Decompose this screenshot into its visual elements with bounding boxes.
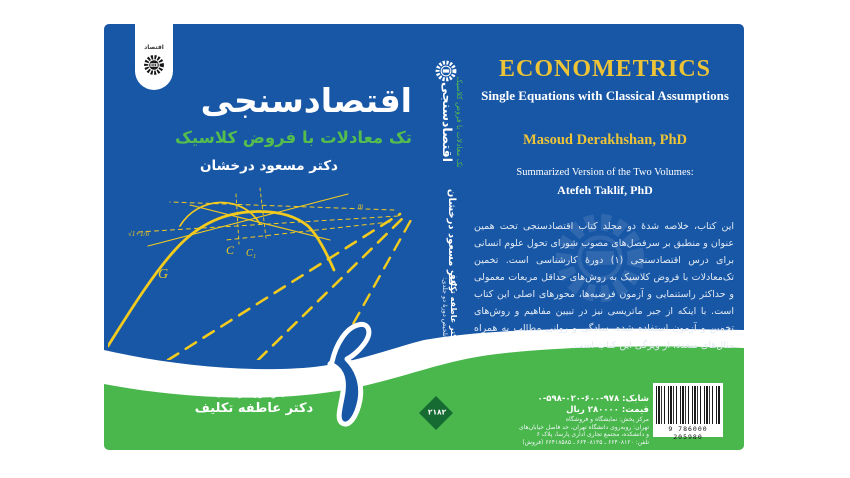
spine-edition-author: دکتر عاطفه تکلیف — [449, 270, 458, 343]
spine-edition-note: تلخیص دورهٔ دو جلدی: — [441, 277, 449, 337]
spine — [427, 24, 468, 450]
back-author: Masoud Derakhshan, PhD — [523, 132, 687, 148]
back-description: این کتاب، خلاصه شدهٔ دو مجلد کتاب اقتصادسنجی تحت همین عنوان و منطبق بر سرفصل‌های مصوب شورای تحول علوم انسانی برای درس اقتصادسنجی (۱) دورهٔ کارشناسی است. تخمین تک‌معادلات با فروض کلاسیک به روش‌های حداقل مربعات معمولی و حداکثر راستنمایی و آزمون فرضیه‌ها، محورهای اصلی این کتاب است. با اینکه از جبر ماتریسی نیز در تبیین مفاهیم و روش‌های تخمین و آزمون استفاده شده، سادگی و روانی مطالب به همراه مثال‌های متعدد، از ویژگی این کتاب است. — [474, 221, 734, 351]
front-subtitle: تک معادلات با فروض کلاسیک — [174, 128, 412, 147]
distribution-line: تلفن: ۶۶۴۰۸۱۲۰ ـ ۶۶۴۰۸۱۳۵ ـ ۶۶۴۱۸۵۸۵ (فروش) — [522, 438, 649, 446]
svg-text:√1+1/n: √1+1/n — [128, 230, 150, 238]
samt-logo-icon — [142, 52, 166, 78]
barcode — [653, 383, 723, 441]
back-summary-author: Atefeh Taklif, PhD — [557, 183, 653, 197]
back-title: ECONOMETRICS — [498, 56, 712, 82]
edition-note: تلخیص دورهٔ دو جلدی: — [212, 389, 296, 399]
back-cover — [466, 24, 744, 450]
book-cover — [104, 24, 744, 450]
book-code: ۲۱۸۲ — [427, 407, 447, 417]
front-title: اقتصادسنجی — [200, 81, 412, 120]
spine-title-block — [438, 67, 464, 177]
distribution-line: تهران: روبه‌روی دانشگاه تهران، حد فاصل خیابان‌های — [519, 423, 649, 431]
spine-title: اقتصادسنجی — [440, 81, 455, 163]
barcode-number: 9 786000 205980 — [668, 425, 708, 441]
svg-text:C: C — [226, 243, 235, 257]
back-summary-note: Summarized Version of the Two Volumes: — [516, 167, 694, 178]
isbn-line: شابک: ۹۷۸-۶۰۰-۰۲۰-۵۹۸-۰ — [537, 394, 649, 404]
spine-edition-block — [440, 271, 458, 343]
category-tab-label: اقتصاد — [144, 44, 164, 51]
svg-text:G: G — [158, 267, 169, 282]
svg-text:C₁: C₁ — [246, 248, 257, 259]
edition-author: دکتر عاطفه تکلیف — [194, 401, 314, 416]
back-subtitle: Single Equations with Classical Assumptions — [481, 88, 729, 103]
category-tab — [135, 24, 173, 90]
barcode-bars — [656, 386, 720, 424]
price-line: قیمت: ۲۸۰۰۰۰ ریال — [566, 405, 649, 415]
distribution-line: و دانشکده، مجتمع تجاری اداری پارسا، پلاک ۶ — [536, 431, 649, 438]
pricing-block — [486, 394, 649, 446]
spine-subtitle: تک معادلات با فروض کلاسیک — [455, 76, 464, 168]
spine-author: دکتر مسعود درخشان — [446, 188, 457, 292]
front-edition-block — [154, 389, 354, 416]
distribution-line: مرکز پخش: نمایشگاه و فروشگاه — [565, 416, 649, 423]
front-author: دکتر مسعود درخشان — [200, 158, 338, 174]
svg-text:m: m — [358, 202, 364, 210]
